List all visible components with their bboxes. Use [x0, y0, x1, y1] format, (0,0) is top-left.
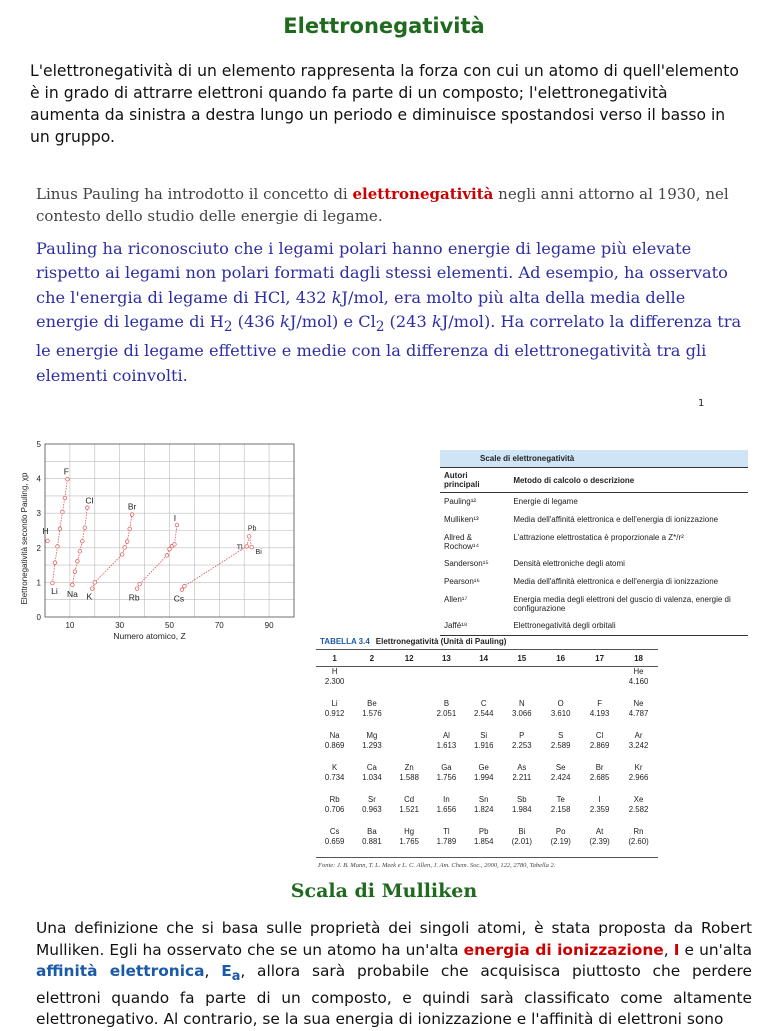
element-value: 2.158 — [550, 804, 571, 814]
scale-author: Allred & Rochow¹⁴ — [444, 533, 480, 551]
element-symbol: Sr — [368, 795, 376, 804]
y-tick-label: 1 — [36, 578, 41, 588]
element-value: 1.854 — [473, 836, 494, 846]
pauling-text-2: J/mol, era molto più alta della media delle energie di legame di H — [36, 287, 686, 331]
element-value: 2.582 — [628, 804, 649, 814]
element-symbol: Te — [556, 795, 565, 804]
point-label: Li — [51, 586, 58, 597]
element-cell — [619, 827, 658, 858]
periodic-table-panel — [316, 634, 658, 873]
element-cell — [502, 699, 541, 731]
affinity-symbol-sub: a — [231, 969, 241, 985]
pauling-text-3: (436 — [232, 311, 281, 331]
element-cell — [353, 763, 390, 795]
data-point — [183, 584, 187, 588]
y-tick-label: 0 — [36, 613, 41, 622]
mulliken-text-3: e un'alta — [679, 940, 753, 959]
element-symbol: Cl — [595, 731, 604, 740]
group-header: 17 — [580, 652, 619, 667]
element-symbol: Rb — [329, 795, 340, 804]
y-tick-label: 2 — [36, 543, 41, 553]
scale-method: Densità elettroniche degli atomi — [513, 559, 625, 568]
element-symbol: Sn — [478, 795, 489, 804]
data-point — [175, 523, 179, 527]
element-cell — [316, 667, 353, 700]
affinity-symbol — [221, 962, 241, 985]
periodic-table-title: Elettronegatività (Unità di Pauling) — [375, 637, 507, 646]
point-label: Rb — [128, 592, 140, 603]
element-cell — [465, 827, 502, 858]
group-header: 14 — [465, 652, 502, 667]
element-cell — [541, 827, 580, 858]
element-cell — [502, 667, 541, 700]
element-cell — [391, 763, 428, 795]
group-header: 12 — [391, 652, 428, 667]
element-cell — [391, 667, 428, 700]
data-point — [78, 549, 82, 553]
element-value: 2.359 — [589, 804, 610, 814]
element-value: 1.756 — [436, 772, 457, 782]
y-tick-label: 3 — [36, 509, 41, 519]
element-symbol: Pb — [478, 827, 489, 836]
scale-method: Elettronegatività degli orbitali — [509, 617, 748, 636]
element-value: 2.211 — [512, 772, 532, 782]
element-value: 2.253 — [512, 740, 532, 750]
periodic-table-header-row — [316, 652, 658, 667]
point-label: Br — [127, 501, 137, 512]
element-value: 2.544 — [473, 708, 494, 718]
element-value: 0.706 — [324, 804, 345, 814]
element-symbol: Tl — [443, 827, 450, 836]
scale-method: Energia media degli elettroni del guscio di valenza, energie di configurazione — [513, 595, 731, 613]
element-cell — [465, 699, 502, 731]
series-line — [53, 479, 68, 583]
table-row — [316, 795, 658, 827]
element-symbol: Ne — [633, 699, 644, 708]
element-cell — [428, 667, 465, 700]
data-point — [63, 496, 67, 500]
element-value: 0.912 — [324, 708, 345, 718]
element-cell — [580, 667, 619, 700]
pauling-intro-highlight: elettronegatività — [352, 185, 494, 203]
data-point — [180, 588, 184, 592]
element-cell — [465, 763, 502, 795]
element-symbol: Sb — [517, 795, 527, 804]
table-row — [440, 555, 748, 573]
pauling-intro-before: Linus Pauling ha introdotto il concetto di — [36, 185, 353, 203]
page-title: Elettronegatività — [283, 14, 485, 38]
series-line — [92, 515, 132, 589]
data-point — [173, 543, 177, 547]
element-symbol: Xe — [633, 795, 644, 804]
element-symbol: C — [480, 699, 487, 708]
element-symbol: B — [443, 699, 450, 708]
element-value: 1.293 — [362, 740, 382, 750]
element-cell — [619, 763, 658, 795]
group-header: 15 — [502, 652, 541, 667]
pauling-intro-after: negli anni attorno al 1930, nel contesto dello studio delle energie di legame. — [36, 185, 729, 225]
element-value: 2.685 — [589, 772, 610, 782]
element-cell — [353, 731, 390, 763]
element-cell — [353, 667, 390, 700]
scale-author: Sanderson¹⁵ — [444, 559, 489, 568]
element-value: 1.034 — [362, 772, 382, 782]
data-point — [86, 506, 90, 510]
data-point — [125, 540, 129, 544]
element-symbol: Kr — [634, 763, 643, 772]
mulliken-text-5: , allora sarà probabile che acquisisca piuttosto che perdere elettroni quando fa parte di un composto, e quindi sarà classificato come altamente elettronegativo. Al contrario, se la sua energia di ionizzazione e l'affinità di elettroni sono — [36, 962, 752, 1029]
element-symbol: K — [332, 763, 338, 772]
element-symbol: Po — [555, 827, 566, 836]
element-value: 1.984 — [512, 804, 532, 814]
element-value: (2.60) — [628, 836, 649, 846]
data-point — [58, 527, 62, 531]
element-value: 3.066 — [512, 708, 532, 718]
element-value: (2.39) — [589, 836, 610, 846]
element-symbol: Na — [329, 731, 340, 740]
element-cell — [316, 699, 353, 731]
element-symbol: I — [598, 795, 601, 804]
element-symbol: Ca — [366, 763, 377, 772]
element-symbol: Ge — [478, 763, 489, 772]
electron-affinity-term: affinità elettronica — [36, 962, 205, 980]
element-cell — [619, 731, 658, 763]
table-row — [440, 591, 748, 617]
x-tick-label: 50 — [165, 621, 174, 630]
element-cell — [465, 795, 502, 827]
element-symbol: Zn — [404, 763, 414, 772]
pauling-text-6: J/mol). Ha correlato la differenza tra le energie di legame effettive e medie con la differenza di elettronegatività tra gli elementi coinvolti. — [36, 311, 742, 385]
element-value: 0.963 — [362, 804, 382, 814]
element-cell — [580, 763, 619, 795]
data-point — [245, 545, 249, 549]
element-cell — [428, 699, 465, 731]
table-row — [316, 699, 658, 731]
element-cell — [391, 699, 428, 731]
element-cell — [353, 699, 390, 731]
element-cell — [428, 731, 465, 763]
scale-author: Pauling¹² — [444, 497, 477, 506]
scales-table-panel — [440, 450, 748, 636]
element-cell — [580, 699, 619, 731]
scale-author: Pearson¹⁶ — [444, 577, 480, 586]
data-point — [128, 527, 132, 531]
intro-paragraph: L'elettronegatività di un elemento rappresenta la forza con cui un atomo di quell'elemento è in grado di attrarre elettroni quando fa parte di un composto; l'elettronegatività aumenta da sinistra a destra lungo un periodo e diminuisce spostandosi verso il basso in un gruppo. — [30, 62, 739, 146]
element-symbol: S — [558, 731, 564, 740]
data-point — [91, 587, 95, 591]
pauling-intro-paragraph — [36, 183, 748, 227]
element-symbol: P — [519, 731, 525, 740]
point-label: Cs — [173, 593, 185, 604]
element-cell — [541, 731, 580, 763]
element-symbol: Be — [367, 699, 377, 708]
pauling-sub-2: 2 — [375, 319, 385, 336]
element-cell — [580, 795, 619, 827]
affinity-symbol-main: E — [221, 962, 232, 980]
element-symbol: N — [518, 699, 525, 708]
data-point — [250, 545, 254, 549]
table-row — [440, 573, 748, 591]
x-tick-label: 10 — [65, 621, 75, 630]
table-row — [316, 827, 658, 858]
element-value: 0.881 — [362, 836, 382, 846]
element-symbol: F — [597, 699, 602, 708]
pauling-text-1: Pauling ha riconosciuto che i legami polari hanno energie di legame più elevate rispetto ai legami non polari formati dagli stessi elementi. Ad esempio, ha osservato che l'energia di legame di HCl, 432 — [36, 239, 728, 307]
group-header: 2 — [353, 652, 390, 667]
element-value: 1.521 — [399, 804, 419, 814]
element-cell — [580, 827, 619, 858]
element-symbol: Ga — [441, 763, 452, 772]
mulliken-text-4: , — [204, 962, 222, 980]
element-value: 1.613 — [436, 740, 457, 750]
scale-author: Allen¹⁷ — [444, 595, 468, 604]
element-value: 4.160 — [628, 676, 649, 686]
element-cell — [619, 699, 658, 731]
data-point — [130, 513, 134, 517]
point-label: F — [63, 466, 70, 477]
element-value: (2.01) — [511, 836, 532, 846]
page-number: 1 — [698, 398, 705, 409]
scales-table-title: Scale di elettronegatività — [440, 450, 748, 467]
pauling-text-5: (243 — [384, 311, 432, 331]
element-cell — [391, 731, 428, 763]
element-symbol: He — [633, 667, 644, 676]
group-header: 13 — [428, 652, 465, 667]
data-point — [135, 587, 139, 591]
element-cell — [502, 827, 541, 858]
pauling-sub-1: 2 — [223, 319, 233, 336]
data-point — [123, 546, 127, 550]
element-cell — [541, 763, 580, 795]
scale-method: Media dell'affinità elettronica e dell'energia di ionizzazione — [513, 577, 719, 586]
x-tick-label: 70 — [214, 621, 224, 630]
data-point — [93, 581, 97, 585]
point-label: Tl — [236, 544, 243, 552]
element-cell — [353, 827, 390, 858]
element-symbol: As — [517, 763, 527, 772]
element-symbol: Cd — [404, 795, 415, 804]
element-value: 2.966 — [628, 772, 649, 782]
scale-method: Media dell'affinità elettronica e dell'energia di ionizzazione — [513, 515, 719, 524]
pauling-k-3: k — [431, 311, 442, 331]
mulliken-title: Scala di Mulliken — [290, 880, 478, 902]
element-cell — [580, 731, 619, 763]
data-point — [73, 570, 77, 574]
x-tick-label: 30 — [115, 621, 125, 630]
element-symbol: O — [557, 699, 564, 708]
element-cell — [391, 827, 428, 858]
element-value: 2.051 — [436, 708, 457, 718]
element-symbol: Al — [442, 731, 450, 740]
table-row — [316, 763, 658, 795]
table-row — [440, 617, 748, 636]
element-cell — [541, 795, 580, 827]
pauling-text-4: J/mol) e Cl — [289, 311, 376, 331]
element-value: 4.193 — [589, 708, 610, 718]
data-point — [46, 539, 50, 543]
element-symbol: Bi — [518, 827, 526, 836]
element-value: 1.765 — [399, 836, 419, 846]
element-cell — [316, 763, 353, 795]
element-symbol: Ar — [634, 731, 643, 740]
data-point — [138, 582, 142, 586]
data-point — [83, 526, 87, 530]
element-value: 1.916 — [473, 740, 494, 750]
element-value: 1.656 — [436, 804, 457, 814]
element-cell — [619, 667, 658, 700]
element-symbol: Ba — [367, 827, 377, 836]
data-point — [76, 559, 80, 563]
element-cell — [316, 731, 353, 763]
element-value: 0.659 — [324, 836, 345, 846]
data-point — [56, 545, 60, 549]
element-value: (2.19) — [550, 836, 571, 846]
series-line — [137, 525, 177, 589]
y-tick-label: 4 — [36, 474, 41, 484]
data-point — [165, 554, 169, 558]
element-cell — [428, 795, 465, 827]
table-row — [440, 529, 748, 555]
periodic-table-source: Fonte: J. B. Mann, T. L. Meek e L. C. Allen, J. Am. Chem. Soc., 2000, 122, 2780, Tabella 2. — [318, 862, 556, 869]
element-value: 1.824 — [473, 804, 494, 814]
data-point — [120, 553, 124, 557]
element-symbol: In — [443, 795, 450, 804]
data-point — [168, 547, 172, 551]
element-value: 1.789 — [436, 836, 457, 846]
element-value: 2.589 — [550, 740, 571, 750]
x-axis-label: Numero atomico, Z — [113, 631, 186, 641]
data-point — [66, 477, 70, 481]
element-symbol: H — [331, 667, 338, 676]
scales-header-author: Autori principali — [440, 468, 509, 493]
point-label: K — [86, 591, 93, 602]
periodic-table — [316, 652, 658, 858]
element-value: 0.869 — [324, 740, 345, 750]
point-label: Bi — [255, 549, 262, 557]
table-row — [316, 731, 658, 763]
scales-table — [440, 450, 748, 636]
element-value: 2.300 — [324, 676, 345, 686]
point-label: I — [173, 512, 177, 523]
mulliken-text-2: , — [663, 940, 674, 959]
element-value: 4.787 — [628, 708, 649, 718]
group-header: 1 — [316, 652, 353, 667]
element-cell — [428, 827, 465, 858]
element-value: 3.610 — [550, 708, 571, 718]
element-value: 2.869 — [589, 740, 610, 750]
element-cell — [391, 795, 428, 827]
element-symbol: Mg — [366, 731, 378, 740]
table-row — [316, 667, 658, 700]
element-cell — [316, 795, 353, 827]
table-row — [440, 511, 748, 529]
periodic-table-label: TABELLA 3.4 — [320, 637, 370, 646]
element-cell — [619, 795, 658, 827]
pauling-paragraph — [36, 237, 748, 388]
mulliken-text-1: Una definizione che si basa sulle proprietà dei singoli atomi, è stata proposta da Robert Mulliken. Egli ha osservato che se un atomo ha un'alta — [36, 919, 752, 959]
element-value: 1.994 — [473, 772, 494, 782]
element-cell — [541, 699, 580, 731]
element-value: 1.576 — [362, 708, 382, 718]
data-point — [247, 535, 251, 539]
ionization-symbol: I — [673, 940, 680, 959]
element-symbol: Br — [595, 763, 604, 772]
element-symbol: Rn — [633, 827, 644, 836]
element-cell — [428, 763, 465, 795]
element-cell — [353, 795, 390, 827]
element-symbol: Si — [480, 731, 488, 740]
mulliken-paragraph — [36, 918, 752, 1031]
element-cell — [502, 731, 541, 763]
data-point — [61, 510, 65, 514]
scale-author: Jaffé¹⁸ — [440, 617, 509, 636]
pauling-k-1: k — [331, 287, 342, 307]
scale-method: L'attrazione elettrostatica è proporzionale a Z*/r² — [513, 533, 684, 542]
x-tick-label: 90 — [264, 621, 274, 630]
electronegativity-chart — [14, 436, 304, 646]
element-cell — [502, 795, 541, 827]
data-point — [53, 561, 57, 565]
point-label: Cl — [85, 495, 94, 506]
element-cell — [502, 763, 541, 795]
element-cell — [316, 827, 353, 858]
y-tick-label: 5 — [36, 440, 41, 449]
point-label: Pb — [247, 525, 257, 533]
scale-author: Mulliken¹³ — [444, 515, 479, 524]
group-header: 18 — [619, 652, 658, 667]
periodic-table-caption — [316, 634, 658, 650]
point-label: Na — [66, 588, 78, 599]
group-header: 16 — [541, 652, 580, 667]
element-value: 1.588 — [399, 772, 419, 782]
scales-header-method: Metodo di calcolo o descrizione — [509, 468, 748, 493]
ionization-energy-term: energia di ionizzazione — [463, 940, 664, 959]
point-label: H — [42, 525, 49, 536]
table-row — [440, 493, 748, 512]
element-symbol: Cs — [329, 827, 340, 836]
scale-method: Energie di legame — [513, 497, 578, 506]
element-value: 2.424 — [550, 772, 571, 782]
element-value: 0.734 — [324, 772, 345, 782]
data-point — [81, 539, 85, 543]
pauling-k-2: k — [280, 311, 290, 331]
data-point — [51, 581, 55, 585]
element-symbol: Hg — [404, 827, 415, 836]
element-cell — [465, 667, 502, 700]
element-value: 3.242 — [628, 740, 649, 750]
element-symbol: Se — [555, 763, 566, 772]
element-cell — [465, 731, 502, 763]
y-axis-label: Elettronegatività secondo Pauling, χp — [20, 472, 29, 605]
element-symbol: Li — [331, 699, 338, 708]
element-cell — [541, 667, 580, 700]
element-symbol: At — [595, 827, 604, 836]
data-point — [71, 583, 75, 587]
